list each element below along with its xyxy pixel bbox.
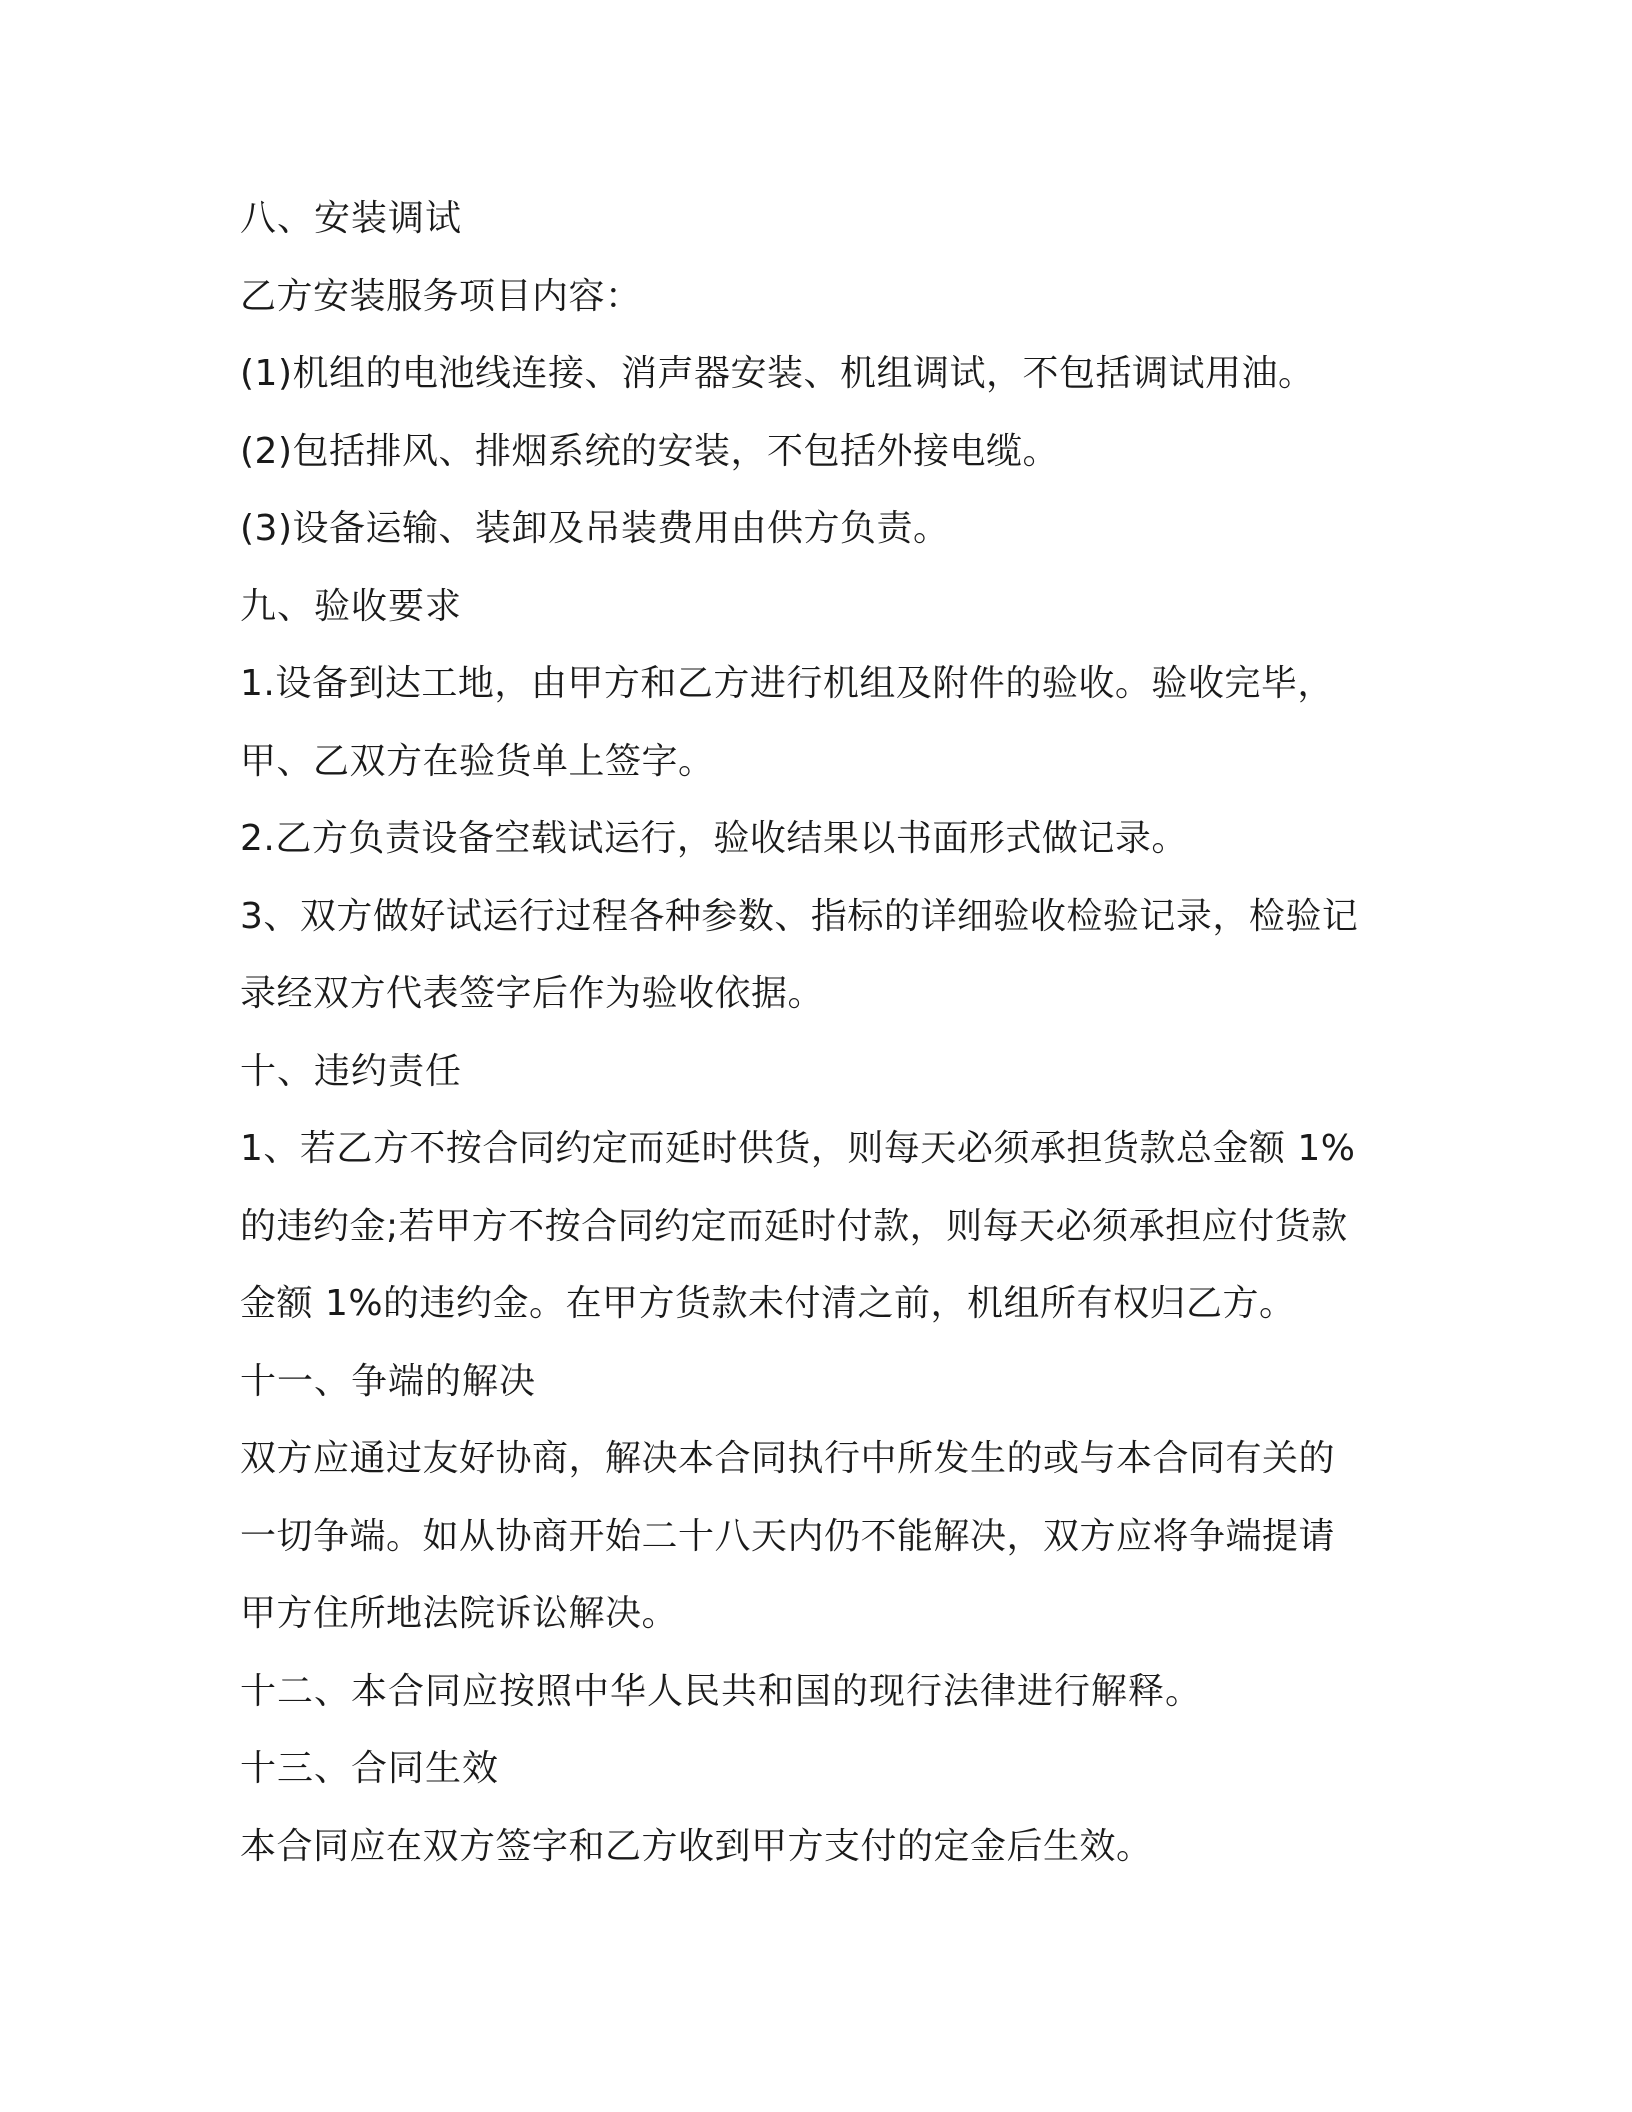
paragraph-line: 录经双方代表签字后作为验收依据。 — [240, 973, 825, 1014]
paragraph-line: (3)设备运输、装卸及吊装费用由供方负责。 — [240, 508, 950, 549]
paragraph-line: 一切争端。如从协商开始二十八天内仍不能解决，双方应将争端提请 — [240, 1515, 1336, 1557]
section-heading-installation: 八、安装调试 — [240, 198, 463, 239]
paragraph-line: 乙方安装服务项目内容： — [240, 275, 642, 317]
section-heading-acceptance: 九、验收要求 — [240, 585, 463, 627]
paragraph-line: 2.乙方负责设备空载试运行，验收结果以书面形式做记录。 — [240, 818, 1188, 859]
paragraph-line: 的违约金;若甲方不按合同约定而延时付款，则每天必须承担应付货款 — [240, 1205, 1348, 1247]
section-heading-liability: 十、违约责任 — [240, 1050, 463, 1092]
paragraph-line: (2)包括排风、排烟系统的安装，不包括外接电缆。 — [240, 430, 1059, 472]
paragraph-line: 甲、乙双方在验货单上签字。 — [240, 740, 715, 782]
paragraph-line: 3、双方做好试运行过程各种参数、指标的详细验收检验记录，检验记 — [240, 895, 1359, 937]
paragraph-line: 金额 1%的违约金。在甲方货款未付清之前，机组所有权归乙方。 — [240, 1283, 1296, 1324]
paragraph-line: 1、若乙方不按合同约定而延时供货，则每天必须承担货款总金额 1% — [240, 1128, 1356, 1169]
paragraph-line: 1.设备到达工地，由甲方和乙方进行机组及附件的验收。验收完毕， — [240, 663, 1334, 704]
paragraph-line: 双方应通过友好协商，解决本合同执行中所发生的或与本合同有关的 — [240, 1438, 1336, 1479]
section-heading-disputes: 十一、争端的解决 — [240, 1360, 537, 1402]
document-body — [240, 180, 1400, 1885]
paragraph-line: 本合同应在双方签字和乙方收到甲方支付的定金后生效。 — [240, 1825, 1153, 1867]
section-heading-governing-law: 十二、本合同应按照中华人民共和国的现行法律进行解释。 — [240, 1670, 1203, 1712]
paragraph-line: (1)机组的电池线连接、消声器安装、机组调试，不包括调试用油。 — [240, 353, 1315, 394]
paragraph-line: 甲方住所地法院诉讼解决。 — [240, 1593, 679, 1634]
section-heading-effectiveness: 十三、合同生效 — [240, 1748, 500, 1789]
